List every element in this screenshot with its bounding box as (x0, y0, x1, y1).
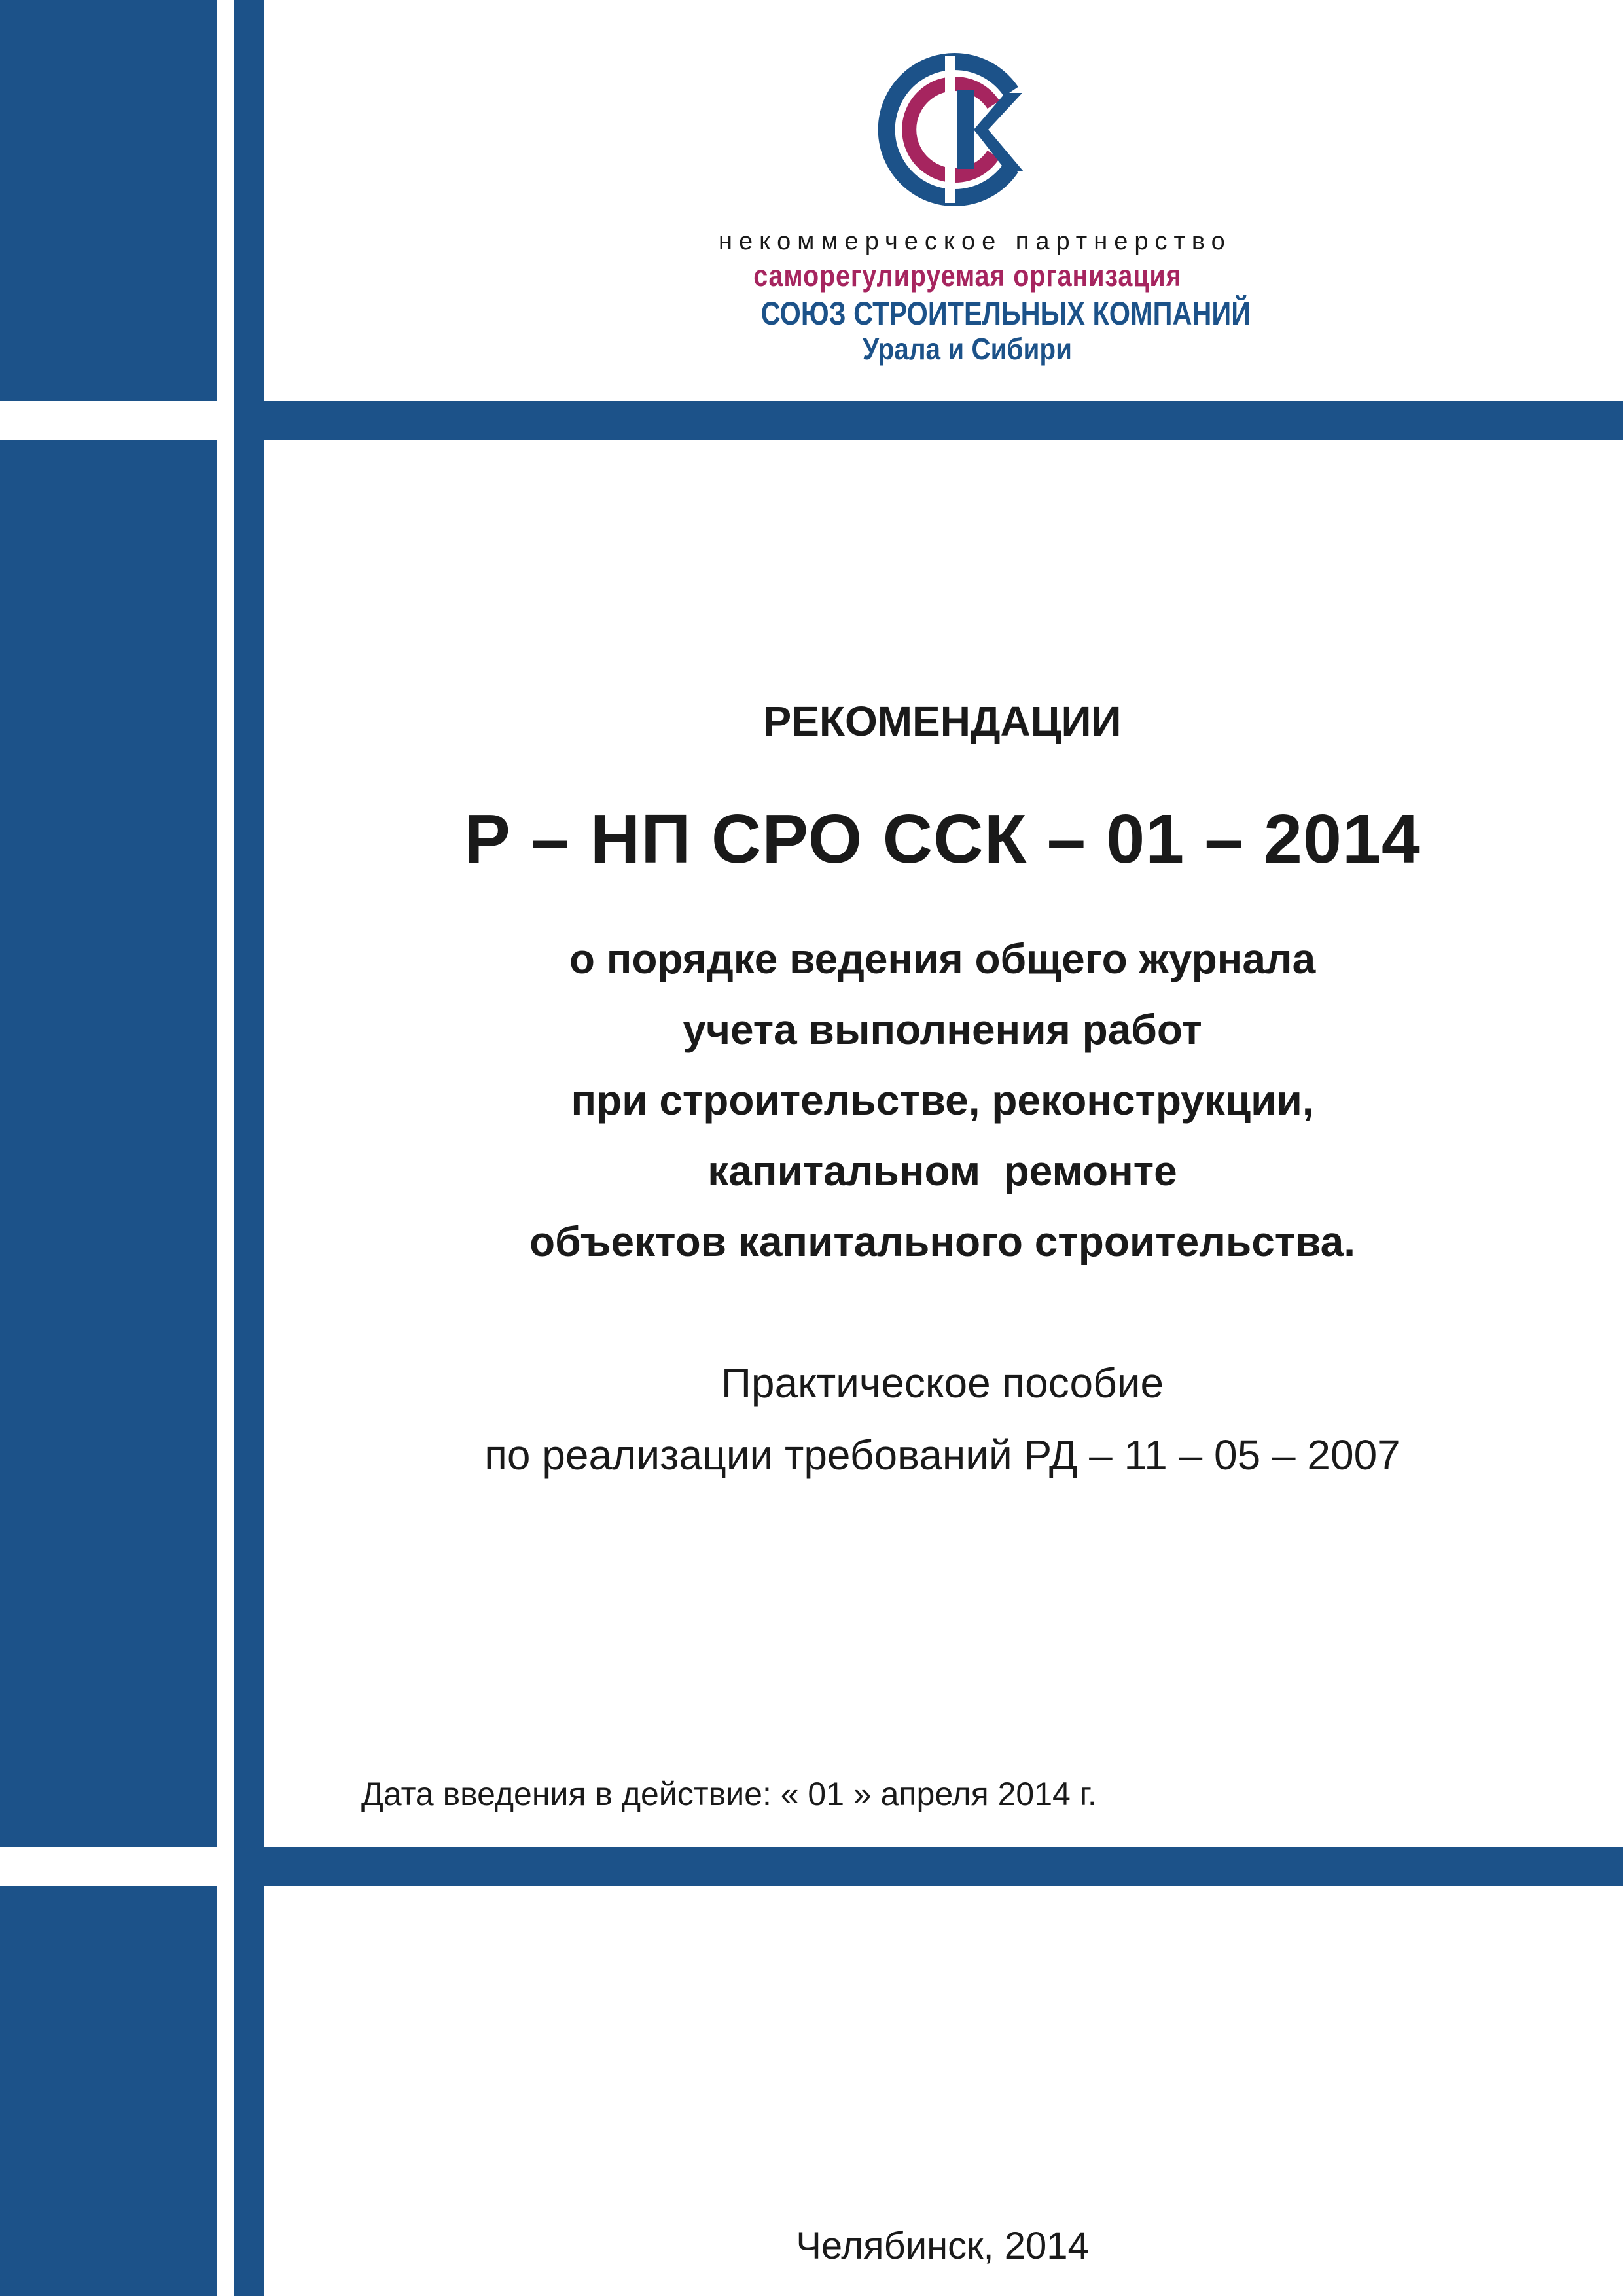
effective-date: Дата введения в действие: « 01 » апреля 2014 г. (361, 1776, 1097, 1812)
document-code: Р – НП СРО ССК – 01 – 2014 (464, 800, 1421, 878)
city-year: Челябинск, 2014 (796, 2225, 1089, 2267)
description-line: о порядке ведения общего журнала (569, 935, 1316, 982)
org-name-line: СОЮЗ СТРОИТЕЛЬНЫХ КОМПАНИЙ (760, 295, 1251, 332)
org-region-line: Урала и Сибири (862, 332, 1073, 366)
left-bottom-block (0, 1886, 217, 2296)
description-line: учета выполнения работ (683, 1006, 1202, 1053)
subtitle-line: Практическое пособие (721, 1359, 1164, 1407)
description-line: капитальном ремонте (707, 1147, 1177, 1194)
vertical-bar (234, 0, 264, 2296)
description-line: объектов капитального строительства. (529, 1218, 1355, 1265)
left-middle-block (0, 440, 217, 1847)
ssk-logo-icon (877, 51, 1034, 208)
org-status-line: саморегулируемая организация (753, 259, 1182, 293)
horizontal-band-bottom (234, 1847, 1623, 1886)
document-type: РЕКОМЕНДАЦИИ (763, 698, 1122, 745)
left-top-block (0, 0, 217, 401)
org-type-line: некоммерческое партнерство (719, 228, 1232, 255)
subtitle-line: по реализации требований РД – 11 – 05 – 2007 (484, 1431, 1400, 1479)
description-line: при строительстве, реконструкции, (571, 1077, 1314, 1124)
horizontal-band-top (234, 401, 1623, 440)
